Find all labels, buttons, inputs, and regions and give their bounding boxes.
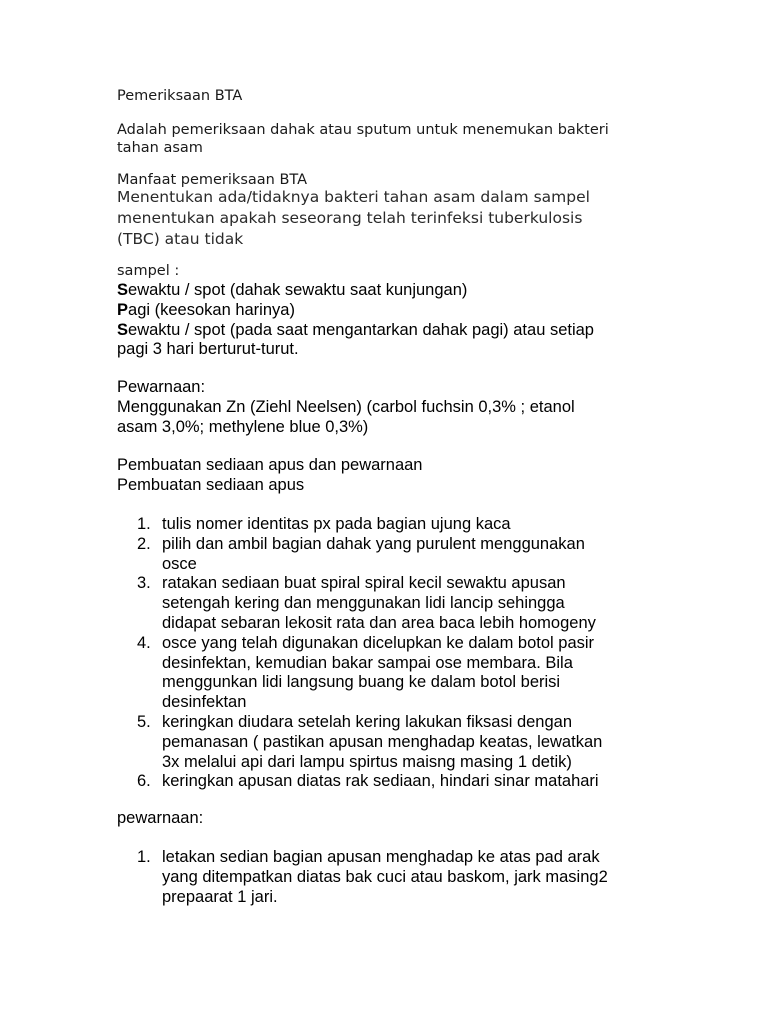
sampel-heading-text: sampel : <box>117 263 180 279</box>
manfaat-heading-text: Manfaat pemeriksaan BTA <box>117 172 308 188</box>
document-title <box>117 88 662 106</box>
pembuatan-headings <box>117 456 662 496</box>
pewarnaan-section <box>117 378 662 437</box>
sampel-item <box>117 281 662 301</box>
list-item <box>117 772 662 792</box>
manfaat-line: menentukan apakah seseorang telah terinfeksi tuberkulosis <box>117 209 583 227</box>
sampel-item <box>117 321 662 341</box>
sampel-initial: S <box>117 320 129 339</box>
list-item <box>117 515 662 535</box>
step-line: tulis nomer identitas px pada bagian ujung kaca <box>162 515 511 533</box>
list-item <box>117 634 662 713</box>
step-line: pilih dan ambil bagian dahak yang purulent menggunakan <box>162 534 585 553</box>
step-number: 5. <box>137 712 151 731</box>
step-number: 1. <box>137 848 151 866</box>
sampel-initial: S <box>117 281 129 299</box>
step-line: 3x melalui api dari lampu spirtus maisng masing 1 detik) <box>162 752 572 771</box>
pembuatan-heading-2: Pembuatan sediaan apus <box>117 475 305 494</box>
sampel-text: ewaktu / spot (dahak sewaktu saat kunjungan) <box>128 281 468 299</box>
sampel-text: ewaktu / spot (pada saat mengantarkan dahak pagi) atau setiap <box>128 320 594 339</box>
pewarnaan-heading: Pewarnaan: <box>117 378 206 396</box>
sampel-text: agi (keesokan harinya) <box>128 300 295 319</box>
pewarnaan2-heading-text: pewarnaan: <box>117 809 204 827</box>
step-line: yang ditempatkan diatas bak cuci atau baskom, jark masing2 <box>162 867 608 886</box>
step-line: prepaarat 1 jari. <box>162 887 278 906</box>
step-line: osce yang telah digunakan dicelupkan ke dalam botol pasir <box>162 633 595 652</box>
pembuatan-steps-list <box>117 515 662 792</box>
definition-line: tahan asam <box>117 139 203 156</box>
definition-paragraph <box>117 122 662 157</box>
manfaat-line: (TBC) atau tidak <box>117 230 244 248</box>
pembuatan-heading-1: Pembuatan sediaan apus dan pewarnaan <box>117 456 423 474</box>
step-line: menggunkan lidi langsung buang ke dalam botol berisi <box>162 673 561 692</box>
pewarnaan-line: Menggunakan Zn (Ziehl Neelsen) (carbol fuchsin 0,3% ; etanol <box>117 397 575 416</box>
manfaat-line: Menentukan ada/tidaknya bakteri tahan asam dalam sampel <box>117 188 590 206</box>
step-line: setengah kering dan menggunakan lidi lancip sehingga <box>162 594 565 613</box>
step-line: desinfektan <box>162 693 247 712</box>
list-item <box>117 848 662 907</box>
sampel-text-continued: pagi 3 hari berturut-turut. <box>117 340 299 359</box>
step-line: osce <box>162 554 197 573</box>
step-line: ratakan sediaan buat spiral spiral kecil sewaktu apusan <box>162 574 566 593</box>
step-number: 2. <box>137 534 151 553</box>
step-number: 1. <box>137 515 151 533</box>
manfaat-paragraph <box>117 187 662 250</box>
sampel-initial: P <box>117 300 129 319</box>
step-line: didapat sebaran lekosit rata dan area baca lebih homogeny <box>162 613 596 632</box>
sampel-item <box>117 301 662 321</box>
step-line: letakan sedian bagian apusan menghadap ke atas pad arak <box>162 848 600 866</box>
list-item <box>117 535 662 575</box>
pewarnaan-steps-heading <box>117 809 662 829</box>
list-item <box>117 713 662 772</box>
step-line: keringkan diudara setelah kering lakukan fiksasi dengan <box>162 712 573 731</box>
list-item <box>117 574 662 633</box>
pewarnaan-steps-list <box>117 848 662 907</box>
sampel-heading <box>117 263 662 281</box>
title-text: Pemeriksaan BTA <box>117 88 243 104</box>
pewarnaan-line: asam 3,0%; methylene blue 0,3%) <box>117 417 369 436</box>
sampel-list <box>117 281 662 360</box>
step-number: 6. <box>137 772 151 791</box>
step-line: pemanasan ( pastikan apusan menghadap keatas, lewatkan <box>162 732 603 751</box>
step-line: keringkan apusan diatas rak sediaan, hindari sinar matahari <box>162 772 599 791</box>
step-number: 4. <box>137 633 151 652</box>
definition-line: Adalah pemeriksaan dahak atau sputum untuk menemukan bakteri <box>117 122 609 138</box>
step-line: desinfektan, kemudian bakar sampai ose membara. Bila <box>162 653 573 672</box>
step-number: 3. <box>137 574 151 593</box>
